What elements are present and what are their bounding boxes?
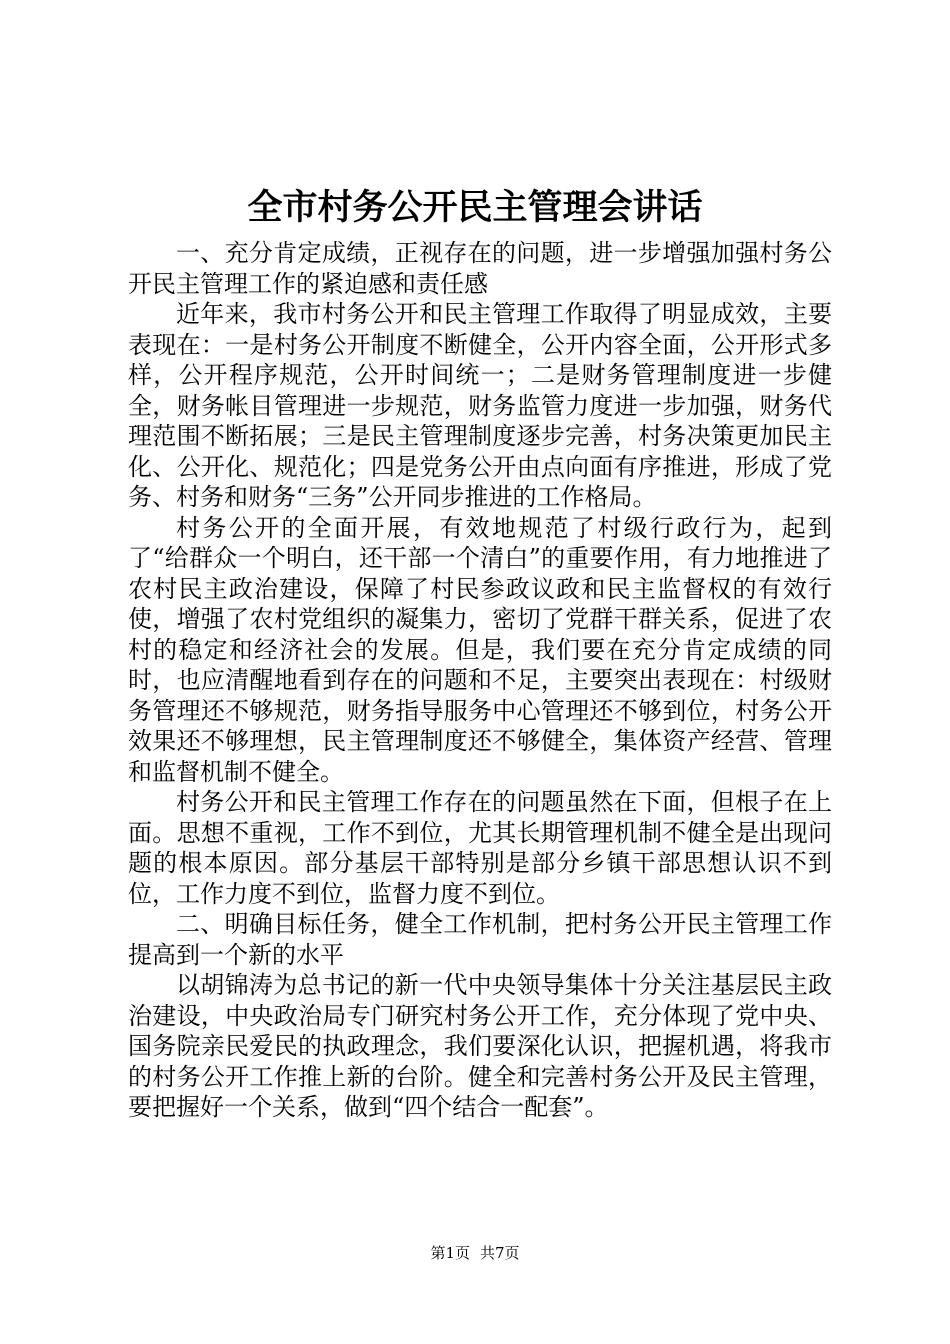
page-number: 第1页 [430,1244,470,1262]
body-paragraph: 以胡锦涛为总书记的新一代中央领导集体十分关注基层民主政治建设，中央政治局专门研究村务公开工作，充分体现了党中央、国务院亲民爱民的执政理念，我们要深化认识，把握机遇，将我市的村务公开工作推上新的台阶。健全和完善村务公开及民主管理，要把握好一个关系，做到“四个结合一配套”。 [128,971,832,1121]
page-total: 共7页 [480,1244,520,1262]
section-heading-1: 一、充分肯定成绩，正视存在的问题，进一步增强加强村务公开民主管理工作的紧迫感和责任感 [128,239,832,298]
body-paragraph: 村务公开的全面开展，有效地规范了村级行政行为，起到了“给群众一个明白，还干部一个清白”的重要作用，有力地推进了农村民主政治建设，保障了村民参政议政和民主监督权的有效行使，增强了农村党组织的凝集力，密切了党群干群关系，促进了农村的稳定和经济社会的发展。但是，我们要在充分肯定成绩的同时，也应清醒地看到存在的问题和不足，主要突出表现在：村级财务管理还不够规范，财务指导服务中心管理还不够到位，村务公开效果还不够理想，民主管理制度还不够健全，集体资产经营、管理和监督机制不健全。 [128,513,832,786]
document-title: 全市村务公开民主管理会讲话 [247,187,703,228]
document-body [128,238,832,1123]
section-heading-2: 二、明确目标任务，健全工作机制，把村务公开民主管理工作提高到一个新的水平 [128,910,832,969]
page-footer [0,1242,950,1264]
body-paragraph: 村务公开和民主管理工作存在的问题虽然在下面，但根子在上面。思想不重视，工作不到位，尤其长期管理机制不健全是出现问题的根本原因。部分基层干部特别是部分乡镇干部思想认识不到位，工作力度不到位，监督力度不到位。 [128,788,832,908]
body-paragraph: 近年来，我市村务公开和民主管理工作取得了明显成效，主要表现在：一是村务公开制度不断健全，公开内容全面，公开形式多样，公开程序规范，公开时间统一；二是财务管理制度进一步健全，财务帐目管理进一步规范，财务监管力度进一步加强，财务代理范围不断拓展；三是民主管理制度逐步完善，村务决策更加民主化、公开化、规范化；四是党务公开由点向面有序推进，形成了党务、村务和财务“三务”公开同步推进的工作格局。 [128,300,832,511]
